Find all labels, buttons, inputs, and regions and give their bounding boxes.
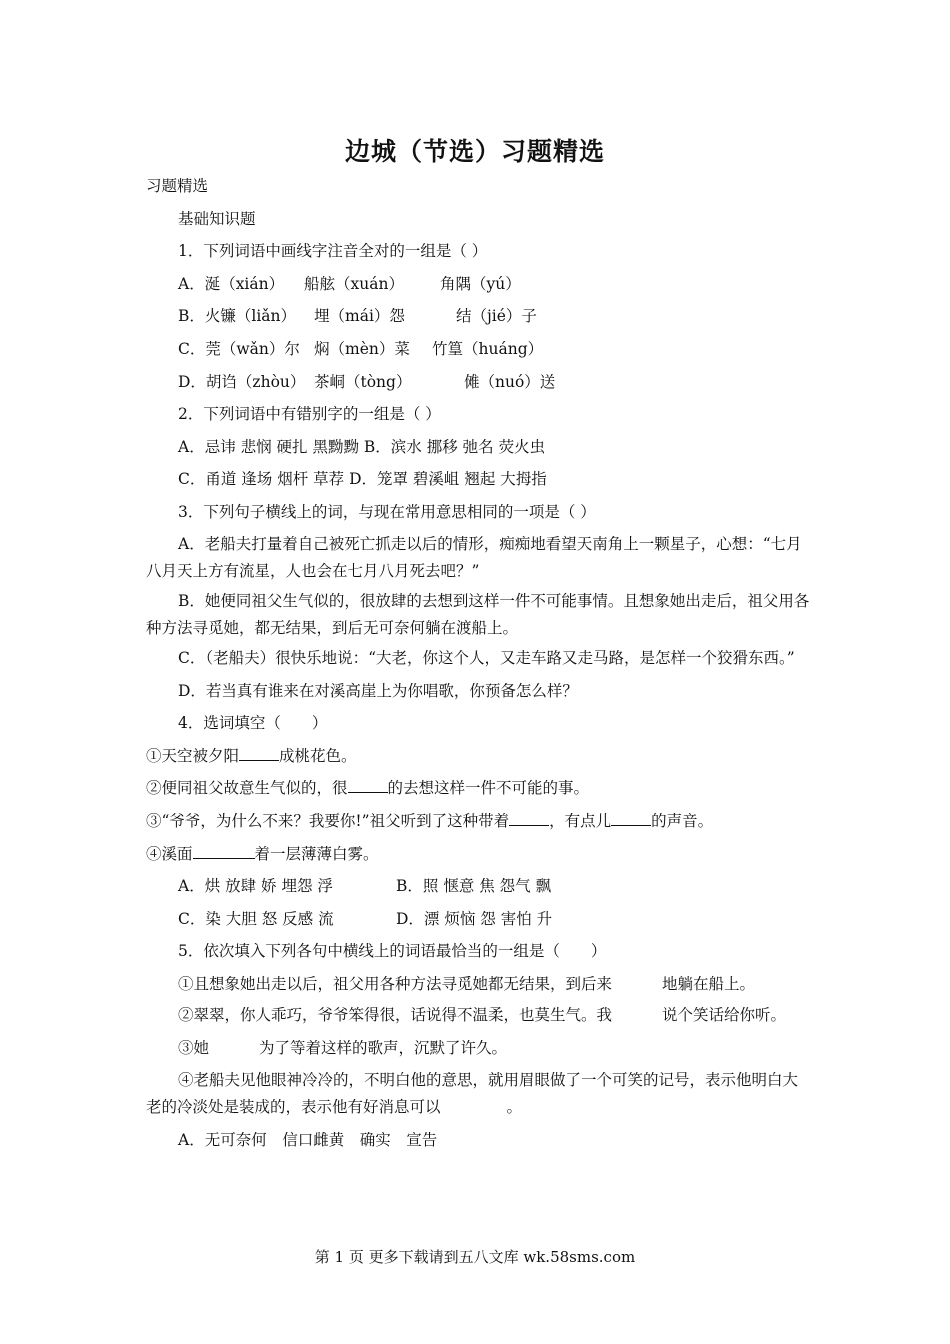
q4-s2-a: ②便同祖父故意生气似的，很 xyxy=(146,779,348,798)
q1-option-c xyxy=(146,333,810,366)
q4-options-ab xyxy=(146,870,810,903)
q4-s1-a: ①天空被夕阳 xyxy=(146,746,240,765)
q1-a-1: A．涎（xián） xyxy=(178,274,285,293)
q4-sentence-2 xyxy=(146,772,810,805)
q4-option-b: B．照 惬意 焦 怨气 飘 xyxy=(396,877,552,896)
q5-sentence-2 xyxy=(146,1002,810,1029)
q4-option-d: D．漂 烦恼 怨 害怕 升 xyxy=(396,909,553,928)
q5-s1-a: ①且想象她出走以后，祖父用各种方法寻觅她都无结果，到后来 xyxy=(178,974,613,993)
q1-c-2: 焖（mèn）菜 xyxy=(314,339,410,358)
page-title: 边城（节选）习题精选 xyxy=(344,137,605,166)
q1-c-1: C．莞（wǎn）尔 xyxy=(178,339,300,358)
q4-s4-b: 着一层薄薄白雾。 xyxy=(254,844,379,863)
q4-blank-1 xyxy=(239,744,279,761)
q1-b-1: B．火镰（liǎn） xyxy=(178,307,297,326)
page-footer: 第 1 页 更多下载请到五八文库 wk.58sms.com xyxy=(314,1248,636,1266)
q3-option-a: A．老船夫打量着自己被死亡抓走以后的情形，痴痴地看望天南角上一颗星子，心想：“七月八月天上方有流星，人也会在七月八月死去吧？” xyxy=(146,534,802,580)
q1-b-2: 埋（mái）怨 xyxy=(314,307,405,326)
q4-blank-4 xyxy=(611,809,651,826)
q4-options-cd xyxy=(146,903,810,936)
q1-a-3: 角隅（yú） xyxy=(440,274,521,293)
q5-s2-a: ②翠翠，你人乖巧，爷爷笨得很，话说得不温柔，也莫生气。我 xyxy=(178,1006,613,1025)
q1-option-a xyxy=(146,268,810,301)
q1-option-d xyxy=(146,366,810,399)
q4-stem: 4．选词填空（ ） xyxy=(178,714,328,733)
q3-option-c: C．（老船夫）很快乐地说：“大老，你这个人，又走车路又走马路，是怎样一个狡猾东西。” xyxy=(178,648,795,667)
q2-options-cd: C．甬道 逢场 烟杆 草荐 D．笼罩 碧溪岨 翘起 大拇指 xyxy=(178,470,547,489)
q1-d-1: D．胡诌（zhòu） xyxy=(178,372,306,391)
section-heading: 习题精选 xyxy=(146,177,209,195)
q3-option-b: B．她便同祖父生气似的，很放肆的去想到这样一件不可能事情。且想象她出走后，祖父用各种方法寻觅她，都无结果，到后无可奈何躺在渡船上。 xyxy=(146,591,810,637)
q5-s2-b: 说个笑话给你听。 xyxy=(662,1006,787,1025)
q4-s1-b: 成桃花色。 xyxy=(279,746,357,765)
q4-blank-3 xyxy=(509,809,549,826)
q5-s3-b: 为了等着这样的歌声，沉默了许久。 xyxy=(259,1039,508,1058)
q1-d-3: 傩（nuó）送 xyxy=(464,372,556,391)
q5-s4-a: ④老船夫见他眼神冷冷的，不明白他的意思，就用眉眼做了一个可笑的记号，表示他明白大老的冷淡处是装成的，表示他有好消息可以 xyxy=(146,1071,799,1117)
q4-s3-a: ③“爷爷，为什么不来？我要你!”祖父听到了这种带着 xyxy=(146,811,510,830)
q4-option-a: A．烘 放肆 娇 埋怨 浮 xyxy=(178,877,333,896)
q4-s3-b: ，有点儿 xyxy=(549,811,612,830)
q5-stem: 5．依次填入下列各句中横线上的词语最恰当的一组是（ ） xyxy=(178,942,607,961)
q2-stem: 2．下列词语中有错别字的一组是（ ） xyxy=(178,405,441,424)
q4-s4-a: ④溪面 xyxy=(146,844,193,863)
q1-option-b xyxy=(146,300,810,333)
q4-blank-5 xyxy=(193,842,255,859)
q5-sentence-4 xyxy=(146,1067,810,1121)
q4-sentence-4 xyxy=(146,838,810,871)
q4-s3-c: 的声音。 xyxy=(651,811,714,830)
q5-sentence-1 xyxy=(146,968,810,1001)
q5-option-a: A．无可奈何 信口雌黄 确实 宣告 xyxy=(178,1131,438,1150)
q1-b-3: 结（jié）子 xyxy=(456,307,537,326)
q4-sentence-1 xyxy=(146,740,810,773)
subsection-heading: 基础知识题 xyxy=(178,209,256,228)
q1-stem: 1．下列词语中画线字注音全对的一组是（ ） xyxy=(178,242,488,261)
q4-blank-2 xyxy=(348,776,388,793)
q3-option-d: D．若当真有谁来在对溪高崖上为你唱歌，你预备怎么样？ xyxy=(178,681,578,700)
q5-sentence-3 xyxy=(146,1032,810,1065)
q5-s4-b: 。 xyxy=(506,1098,523,1117)
q4-sentence-3 xyxy=(146,805,810,838)
q5-s3-a: ③她 xyxy=(178,1039,210,1058)
q1-a-2: 船舷（xuán） xyxy=(304,274,404,293)
q1-c-3: 竹篁（huáng） xyxy=(432,339,544,358)
q4-s2-b: 的去想这样一件不可能的事。 xyxy=(387,779,590,798)
q5-s1-b: 地躺在船上。 xyxy=(662,974,756,993)
q2-options-ab: A．忌讳 悲悯 硬扎 黑黝黝 B．滨水 挪移 弛名 荧火虫 xyxy=(178,437,546,456)
document-body xyxy=(146,170,810,1157)
q3-stem: 3．下列句子横线上的词，与现在常用意思相同的一项是（ ） xyxy=(178,502,596,521)
q1-d-2: 茶峒（tòng） xyxy=(314,372,412,391)
q4-option-c: C．染 大胆 怒 反感 流 xyxy=(178,909,334,928)
